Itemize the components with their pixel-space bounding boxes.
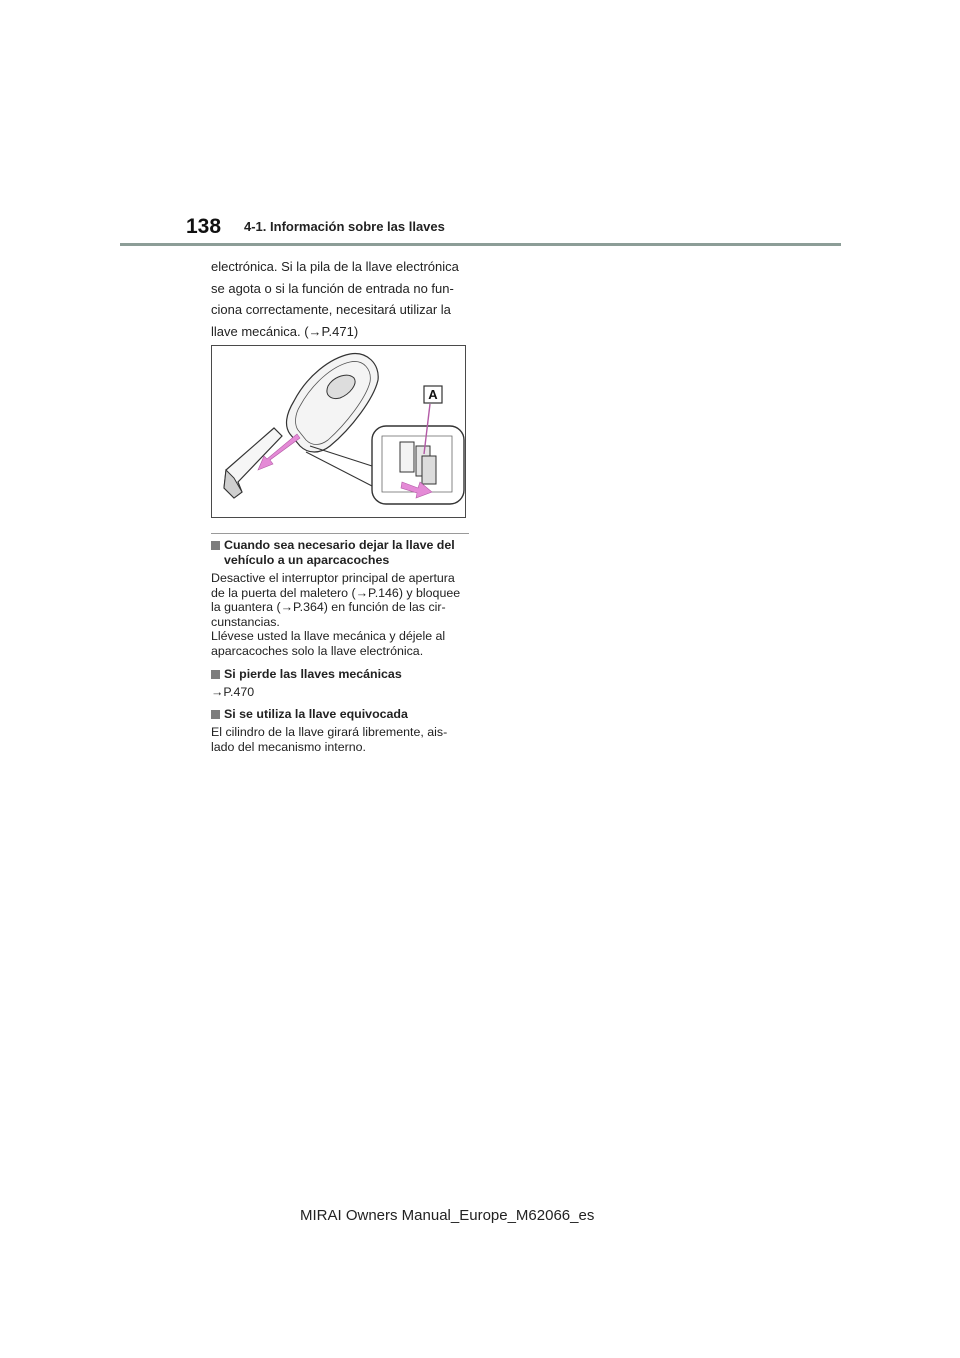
- note-body: [211, 571, 473, 659]
- note-heading-line: Cuando sea necesario dejar la llave del: [224, 538, 455, 552]
- footer-manual-name: MIRAI Owners Manual_Europe_M62066_es: [300, 1207, 595, 1224]
- square-bullet-icon: [211, 670, 220, 679]
- smart-key-body: [287, 354, 379, 452]
- release-button: [422, 456, 436, 484]
- note-body-line: la guantera (→P.364) en función de las cir-: [211, 600, 446, 615]
- intro-line: ciona correctamente, necesitará utilizar la: [211, 302, 451, 318]
- intro-line: electrónica. Si la pila de la llave electrónica: [211, 259, 459, 274]
- note-body-line: Desactive el interruptor principal de apertura: [211, 571, 455, 585]
- square-bullet-icon: [211, 541, 220, 550]
- note-heading: [211, 707, 473, 722]
- note-heading-line: Si pierde las llaves mecánicas: [224, 666, 402, 681]
- note-heading-line: Si se utiliza la llave equivocada: [224, 707, 408, 722]
- note-heading: [211, 538, 473, 568]
- note-body-line: lado del mecanismo interno.: [211, 739, 366, 754]
- square-bullet-icon: [211, 710, 220, 719]
- note-body-line: Llévese usted la llave mecánica y déjele al: [211, 629, 446, 644]
- note-body: [211, 725, 473, 754]
- notes-section: [211, 538, 473, 762]
- note-body-line: aparcacoches solo la llave electrónica.: [211, 643, 424, 658]
- note-body-line: El cilindro de la llave girará libremente, ais-: [211, 725, 448, 740]
- note-body: [211, 685, 473, 700]
- key-illustration: [211, 345, 466, 518]
- note-heading: [211, 667, 473, 682]
- intro-line: se agota o si la función de entrada no fun-: [211, 280, 454, 296]
- key-illustration-svg: [212, 346, 465, 517]
- release-knob: [400, 442, 414, 472]
- header-rule: [120, 243, 841, 246]
- note-heading-line: vehículo a un aparcacoches: [224, 553, 390, 567]
- figure-rule: [211, 533, 469, 534]
- intro-paragraph: [211, 256, 481, 343]
- note-body-line: de la puerta del maletero (→P.146) y bloquee: [211, 585, 461, 600]
- callout-a-label: A: [428, 387, 438, 402]
- note-body-line: cunstancias.: [211, 614, 280, 629]
- detail-leader-line: [310, 446, 372, 466]
- page-number: 138: [186, 215, 222, 238]
- section-title: 4-1. Información sobre las llaves: [244, 219, 445, 234]
- intro-line: llave mecánica. (→P.471): [211, 324, 359, 340]
- detail-leader-line: [306, 452, 372, 486]
- page-reference-link[interactable]: →P.470: [211, 684, 255, 699]
